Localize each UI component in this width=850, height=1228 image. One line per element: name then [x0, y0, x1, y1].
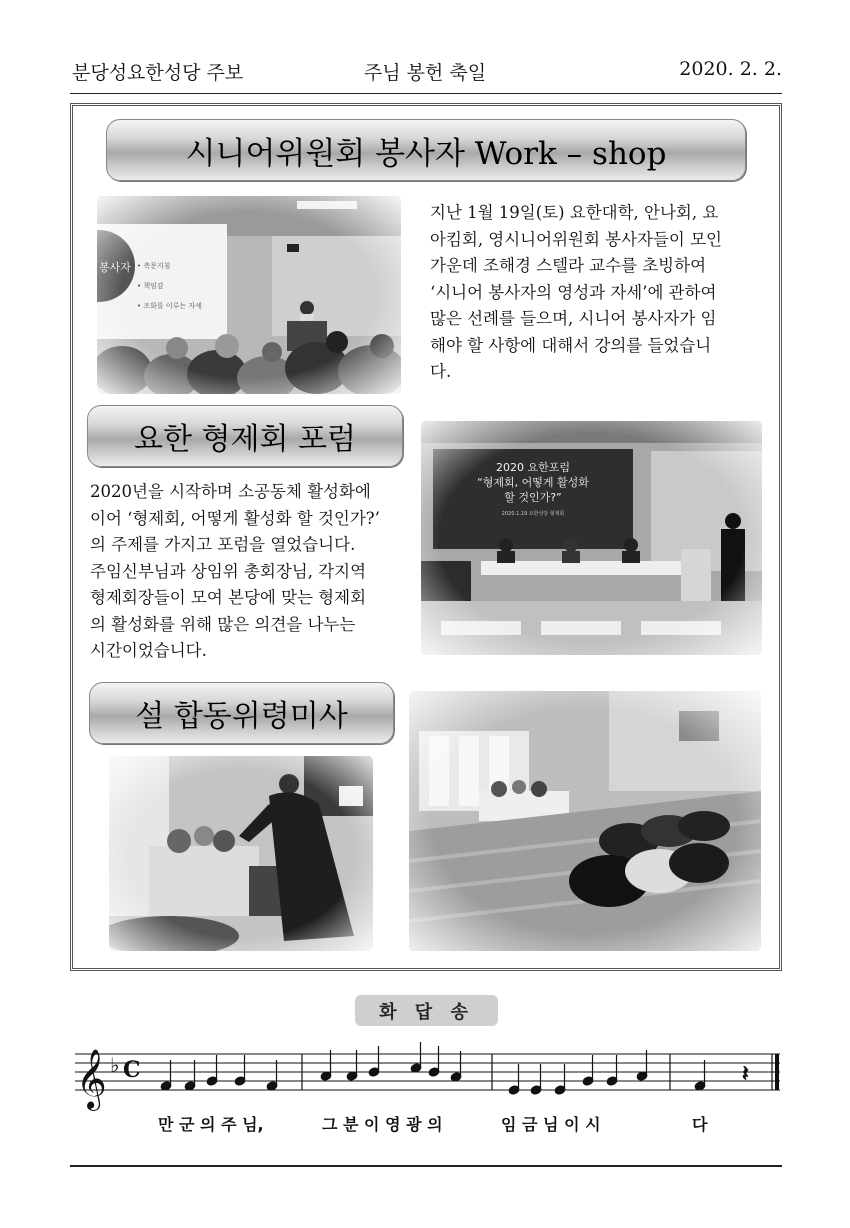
paragraph-line: 의 활성화를 위해 많은 의견을 나누는 [90, 614, 356, 634]
forum-paragraph [90, 479, 400, 665]
flat-sign-icon: ♭ [110, 1053, 120, 1077]
lyric-group: 만 군 의 주 님, [158, 1115, 264, 1134]
paragraph-line: ‘시니어 봉사자의 영성과 자세’에 관하여 [430, 282, 717, 302]
feast-title: 주님 봉헌 축일 [363, 62, 487, 84]
lecture-photo [97, 196, 401, 394]
paragraph-line: 아킴회, 영시니어위원회 봉사자들이 모인 [430, 229, 722, 249]
paragraph-line: 가운데 조해경 스텔라 교수를 초빙하여 [430, 256, 707, 275]
section-title: 시니어위원회 봉사자 Work – shop [185, 135, 667, 172]
paragraph-line: 이어 ‘형제회, 어떻게 활성화 할 것인가?’ [90, 508, 380, 528]
paragraph-line: 많은 선례를 들으며, 시니어 봉사자가 임 [430, 309, 717, 328]
melody-notes [160, 1042, 749, 1095]
quarter-rest-icon: 𝄽 [742, 1062, 749, 1087]
paragraph-line: 형제회장들이 모여 본당에 맞는 형제회 [90, 588, 367, 607]
paragraph-line: 시간이었습니다. [90, 641, 207, 660]
paragraph-line: 주임신부님과 상임위 총회장님, 각지역 [90, 561, 367, 581]
lyric-group: 다 [692, 1115, 708, 1134]
paragraph-line: 다. [430, 362, 452, 381]
common-time-icon: C [123, 1057, 141, 1083]
memorial-bowing-photo [409, 691, 761, 951]
section-title: 요한 형제회 포럼 [134, 422, 356, 457]
issue-date: 2020. 2. 2. [679, 58, 782, 80]
section-banner-seniors [106, 119, 746, 181]
section-banner-forum [87, 405, 403, 467]
footer-divider [70, 1165, 782, 1167]
forum-photo [421, 421, 762, 655]
lyric-group: 임 금 님 이 시 [501, 1115, 601, 1134]
seniors-paragraph [430, 200, 766, 386]
lyric-group: 그 분 이 영 광 의 [322, 1115, 443, 1134]
bulletin-name: 분당성요한성당 주보 [72, 62, 244, 84]
music-staff [70, 1036, 784, 1112]
header-divider [70, 93, 782, 94]
section-banner-memorial-mass [89, 682, 394, 744]
treble-clef-icon: 𝄞 [76, 1049, 107, 1109]
section-title: 설 합동위령미사 [135, 699, 348, 734]
paragraph-line: 지난 1월 19일(토) 요한대학, 안나회, 요 [430, 203, 719, 222]
paragraph-line: 의 주제를 가지고 포럼을 열었습니다. [90, 535, 356, 554]
paragraph-line: 2020년을 시작하며 소공동체 활성화에 [90, 482, 371, 501]
paragraph-line: 해야 할 사항에 대해서 강의를 들었습니 [430, 335, 712, 355]
responsorial-psalm-title: 화 답 송 [355, 995, 498, 1026]
memorial-offering-photo [109, 756, 373, 951]
